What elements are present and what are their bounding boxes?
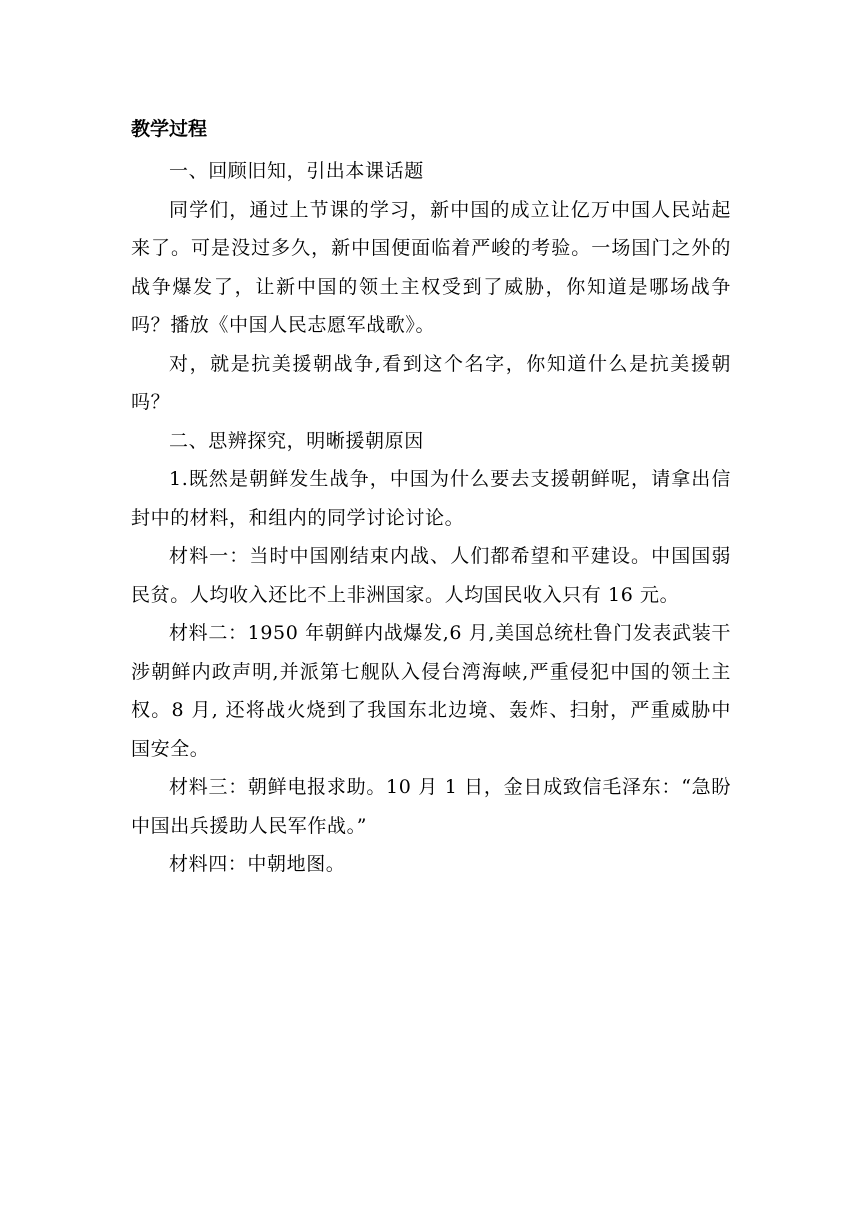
paragraph-intro: 同学们，通过上节课的学习，新中国的成立让亿万中国人民站起来了。可是没过多久，新中国便面临着严峻的考验。一场国门之外的战争爆发了，让新中国的领土主权受到了威胁，你知道是哪场战争吗？播放《中国人民志愿军战歌》。 <box>131 198 731 336</box>
paragraph-material-3: 材料三：朝鲜电报求助。10 月 1 日，金日成致信毛泽东：“急盼中国出兵援助人民军作战。” <box>131 776 731 837</box>
paragraph-inquiry-heading: 二、思辨探究，明晰援朝原因 <box>169 429 424 452</box>
paragraph-material-4: 材料四：中朝地图。 <box>169 853 346 875</box>
paragraph-material-2: 材料二：1950 年朝鲜内战爆发,6 月,美国总统杜鲁门发表武装干涉朝鲜内政声明,并派第七舰队入侵台湾海峡,严重侵犯中国的领土主权。8 月, 还将战火烧到了我国东北边境、轰炸、扫射，严重威胁中国安全。 <box>131 622 731 760</box>
paragraph-question: 对，就是抗美援朝战争,看到这个名字，你知道什么是抗美援朝吗？ <box>131 352 731 413</box>
paragraph-task: 1.既然是朝鲜发生战争，中国为什么要去支援朝鲜呢，请拿出信封中的材料，和组内的同学讨论讨论。 <box>131 468 731 529</box>
paragraph-material-1: 材料一：当时中国刚结束内战、人们都希望和平建设。中国国弱民贫。人均收入还比不上非洲国家。人均国民收入只有 16 元。 <box>131 545 731 606</box>
paragraph-review-heading: 一、回顾旧知，引出本课话题 <box>169 160 424 182</box>
section-title: 教学过程 <box>131 118 208 140</box>
document-body <box>131 106 731 884</box>
